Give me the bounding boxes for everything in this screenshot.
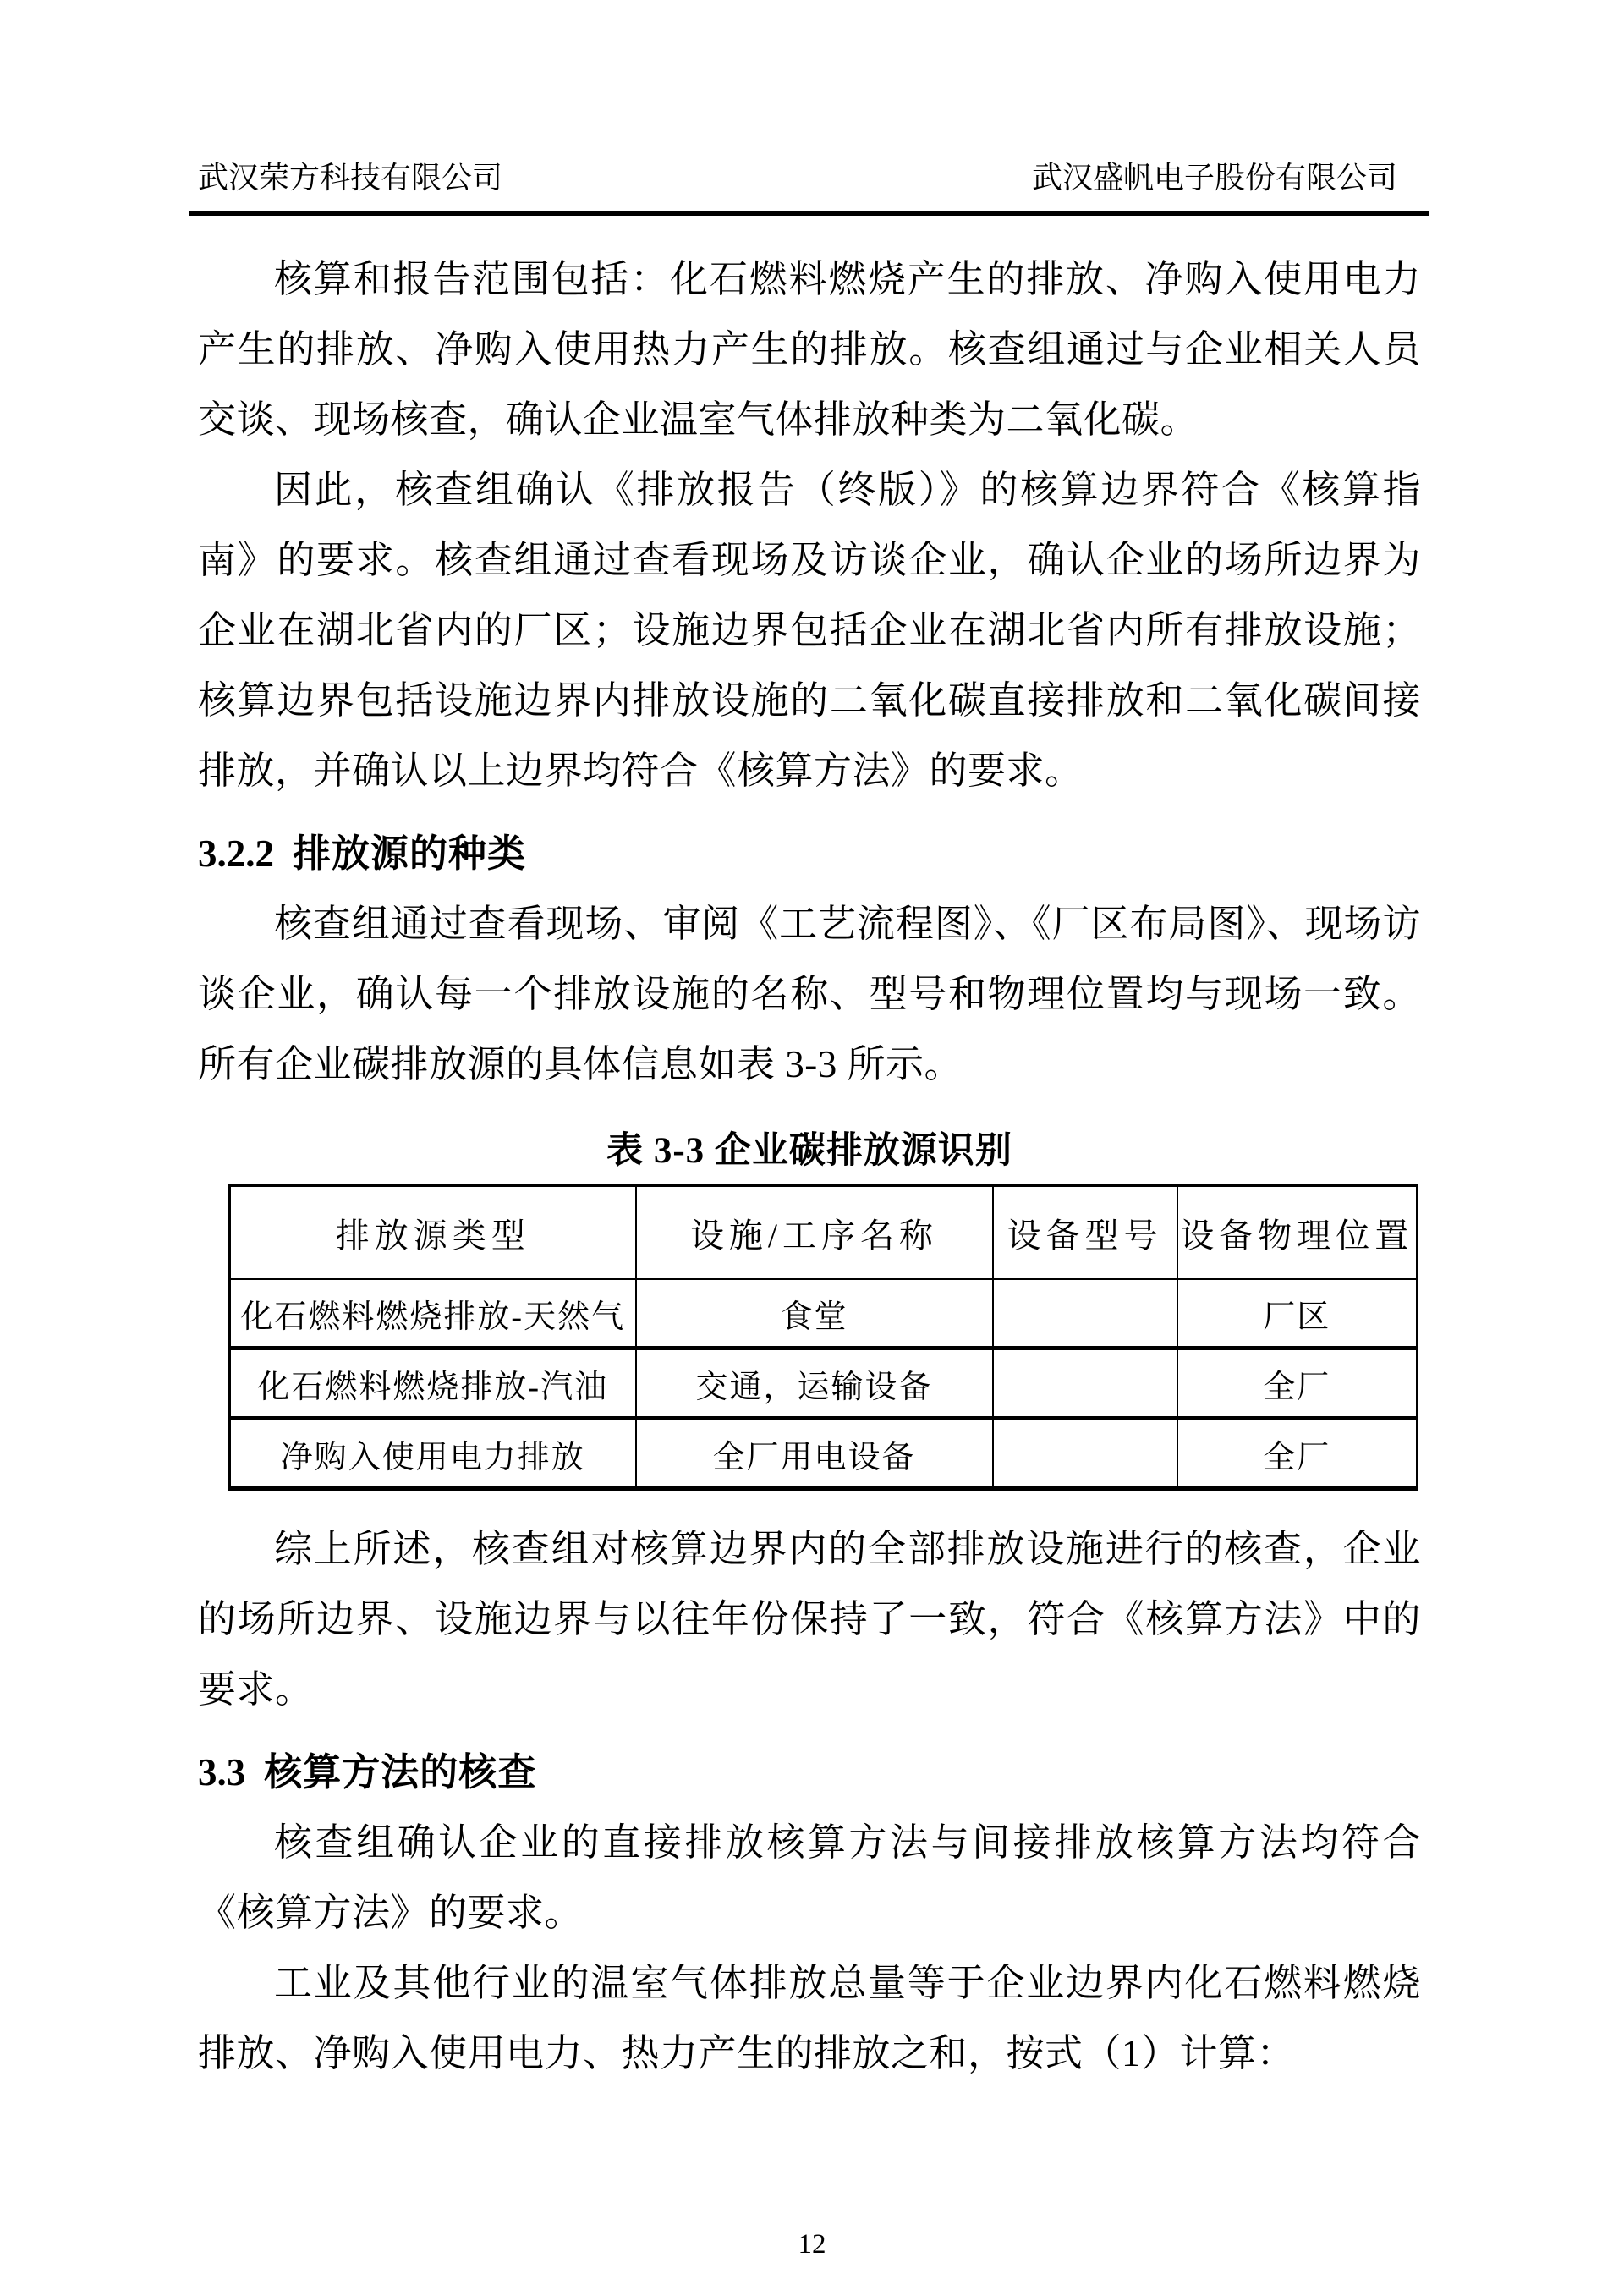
paragraph-emission-sources: 核查组通过查看现场、审阅《工艺流程图》、《厂区布局图》、现场访谈企业，确认每一个排放设施的名称、型号和物理位置均与现场一致。所有企业碳排放源的具体信息如表 3-3 所示。 bbox=[198, 903, 1421, 1085]
table-row bbox=[230, 1348, 1418, 1419]
cell-facility-name: 食堂 bbox=[636, 1279, 993, 1348]
table-header-row bbox=[230, 1186, 1418, 1280]
col-header-facility-name: 设施/工序名称 bbox=[636, 1186, 993, 1280]
page-header bbox=[189, 159, 1429, 216]
cell-device-location: 全厂 bbox=[1177, 1419, 1418, 1489]
paragraph-summary: 综上所述，核查组对核算边界内的全部排放设施进行的核查，企业的场所边界、设施边界与以往年份保持了一致，符合《核算方法》中的要求。 bbox=[198, 1528, 1421, 1711]
page-footer bbox=[0, 2229, 1624, 2260]
cell-device-model bbox=[993, 1279, 1177, 1348]
section-title: 核算方法的核查 bbox=[264, 1750, 537, 1793]
section-number: 3.3 bbox=[198, 1751, 246, 1793]
cell-facility-name: 交通，运输设备 bbox=[636, 1348, 993, 1419]
col-header-device-location: 设备物理位置 bbox=[1177, 1186, 1418, 1280]
section-number: 3.2.2 bbox=[198, 832, 274, 875]
cell-source-type: 净购入使用电力排放 bbox=[230, 1419, 636, 1489]
emission-source-table bbox=[228, 1184, 1418, 1491]
cell-device-location: 厂区 bbox=[1177, 1279, 1418, 1348]
paragraph-boundary: 因此，核查组确认《排放报告（终版）》的核算边界符合《核算指南》的要求。核查组通过查看现场及访谈企业，确认企业的场所边界为企业在湖北省内的厂区；设施边界包括企业在湖北省内所有排放设施；核算边界包括设施边界内排放设施的二氧化碳直接排放和二氧化碳间接排放，并确认以上边界均符合《核算方法》的要求。 bbox=[198, 469, 1421, 792]
col-header-device-model: 设备型号 bbox=[993, 1186, 1177, 1280]
table-row bbox=[230, 1279, 1418, 1348]
cell-source-type: 化石燃料燃烧排放-汽油 bbox=[230, 1348, 636, 1419]
cell-device-model bbox=[993, 1419, 1177, 1489]
cell-facility-name: 全厂用电设备 bbox=[636, 1419, 993, 1489]
table-caption: 表 3-3 企业碳排放源识别 bbox=[606, 1131, 1012, 1171]
header-left-company: 武汉荣方科技有限公司 bbox=[198, 161, 503, 195]
section-heading-3-3 bbox=[198, 1737, 1421, 1808]
cell-source-type: 化石燃料燃烧排放-天然气 bbox=[230, 1279, 636, 1348]
page-number: 12 bbox=[798, 2229, 826, 2260]
paragraph-scope: 核算和报告范围包括：化石燃料燃烧产生的排放、净购入使用电力产生的排放、净购入使用热力产生的排放。核查组通过与企业相关人员交谈、现场核查，确认企业温室气体排放种类为二氧化碳。 bbox=[198, 258, 1421, 441]
paragraph-formula-intro: 工业及其他行业的温室气体排放总量等于企业边界内化石燃料燃烧排放、净购入使用电力、热力产生的排放之和，按式（1）计算： bbox=[198, 1962, 1421, 2074]
table-row bbox=[230, 1419, 1418, 1489]
section-title: 排放源的种类 bbox=[293, 832, 527, 875]
paragraph-method-confirm: 核查组确认企业的直接排放核算方法与间接排放核算方法均符合《核算方法》的要求。 bbox=[198, 1821, 1421, 1934]
section-heading-3-2-2 bbox=[198, 818, 1421, 889]
cell-device-model bbox=[993, 1348, 1177, 1419]
cell-device-location: 全厂 bbox=[1177, 1348, 1418, 1419]
header-right-company: 武汉盛帆电子股份有限公司 bbox=[1031, 161, 1397, 195]
col-header-source-type: 排放源类型 bbox=[230, 1186, 636, 1280]
